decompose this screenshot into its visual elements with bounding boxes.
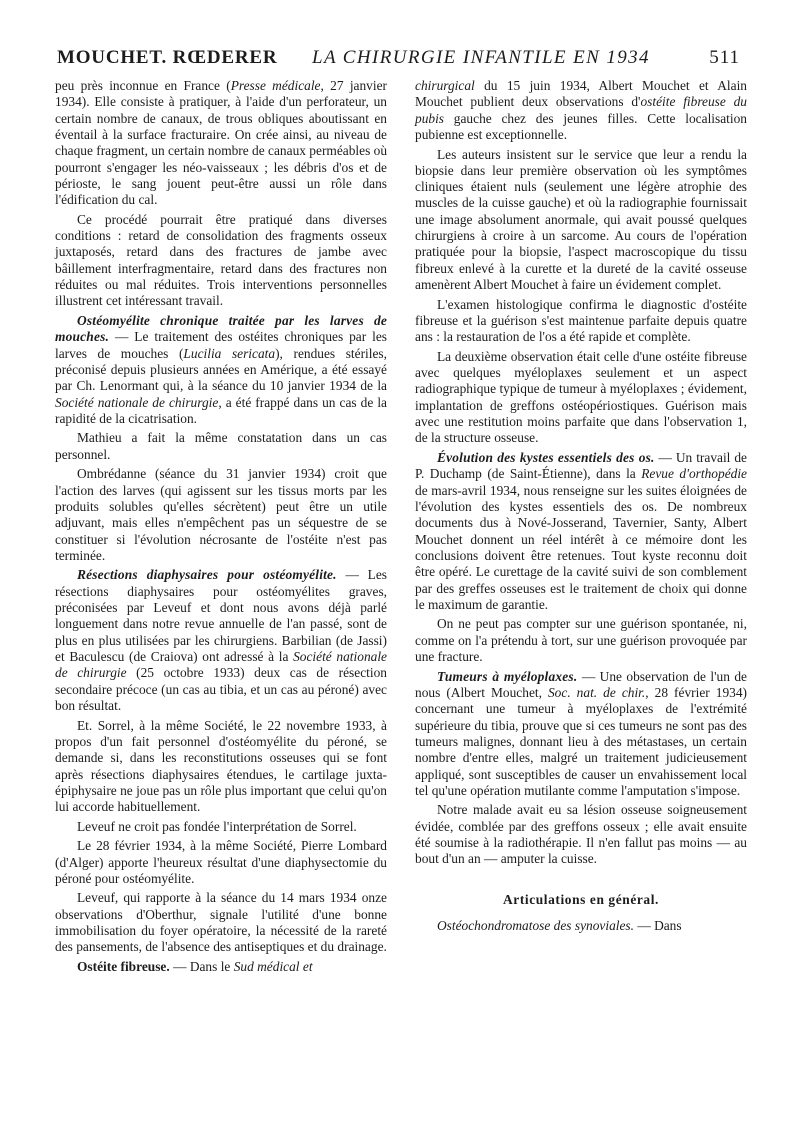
section-osteochondromatose: Ostéochondromatose des synoviales. — Dans [437,918,682,934]
paragraph: Leveuf ne croit pas fondée l'interprétation de Sorrel. [77,818,357,834]
paragraph: La deuxième observation était celle d'une ostéite fibreuse avec quelques myéloplaxes seulement et un aspect radiographique typique de tumeur à myéloplaxes ; évidement, implantation de greffons ostéopériostiques. Guérison mais avec une restitution moins parfaite que dans l'observation 1, de la structure osseuse. [415,348,747,446]
section-resections-diaphysaires: Résections diaphysaires pour ostéomyélite. — Les résections diaphysaires pour ostéomyélites graves, préconisées par Leveuf et dont nous avons déjà parlé longuement dans notre revue annuelle de l'an passé, sont de plus en plus utilisées par les chirurgiens. Barbilian (de Jassi) et Baculescu (de Craiova) ont adressé à la Société nationale de chirurgie (25 octobre 1933) deux cas de résection secondaire précoce (un cas au tibia, et un cas au péroné) avec bon résultat. [55,567,388,714]
paragraph-continuation: chirurgical du 15 juin 1934, Albert Mouchet et Alain Mouchet publient deux observations d'ostéite fibreuse du pubis gauche chez des jeunes filles. Cette localisation pubienne est exceptionnelle. [415,78,748,142]
section-heading: Résections diaphysaires pour ostéomyélite. [77,567,337,583]
paragraph: Ce procédé pourrait être pratiqué dans diverses conditions : retard de consolidation des fragments osseux juxtaposés, retard dans des fractures de jambe avec bâillement interfragmentaire, retard dans des fractures non réduites ou mal réduites. Trois interventions personnelles illustrent cet intéressant travail. [55,211,387,309]
page-number: 511 [709,47,740,68]
right-column [415,78,747,934]
section-osteomyelite-larves: Ostéomyélite chronique traitée par les larves de mouches. — Le traitement des ostéites chroniques par les larves de mouches (Lucilia sericata), rendues stériles, préconisé depuis plusieurs années en Amérique, a été essayé par Ch. Lenormant qui, à la séance du 10 janvier 1934 de la Société nationale de chirurgie, a été frappé dans un cas de la rapidité de la cicatrisation. [55,312,387,426]
paragraph: Le 28 février 1934, à la même Société, Pierre Lombard (d'Alger) apporte l'heureux résultat d'une diaphysectomie du péroné pour ostéomyélite. [55,838,387,886]
header-authors: MOUCHET. RŒDERER [57,47,278,68]
paragraph: Leveuf, qui rapporte à la séance du 14 mars 1934 onze observations d'Oberthur, signale l'utilité d'une bonne immobilisation du foyer opératoire, la nécessité de la rareté des pansements, de l'absence des antiseptiques et du drainage. [55,890,387,955]
paragraph: Et. Sorrel, à la même Société, le 22 novembre 1933, à propos d'un fait personnel d'ostéomyélite du péroné, se demande si, dans les reconstitutions osseuses qui se font après résections diaphysaires étendues, le cartilage juxta-épiphysaire ne joue pas un rôle plus important que celui qu'on lui accorde habituellement. [55,717,387,815]
section-osteite-fibreuse: Ostéite fibreuse. — Dans le Sud médical et [77,958,313,974]
section-heading: Ostéochondromatose des synoviales. [437,918,634,934]
chapter-heading: Articulations en général. [503,891,659,907]
paragraph: Notre malade avait eu sa lésion osseuse soigneusement évidée, comblée par des greffons osseux ; elle avait ensuite été soumise à la radiothérapie. Il n'en fallut pas moins — au bout d'un an — amputer la cuisse. [415,802,747,867]
journal-citation: Presse médicale [230,78,321,93]
paragraph: Mathieu a fait la même constatation dans un cas personnel. [55,430,387,462]
paragraph-continuation: peu près inconnue en France (Presse médicale, 27 janvier 1934). Elle consiste à pratiquer, à l'aide d'un perforateur, un certain nombre de canaux, de trous obliques aboutissant en éventail à la surface fracturaire. On crée ainsi, au niveau de chaque fragment, un certain nombre de canaux perméables où pourront s'engager les néo-vaisseaux ; les débris d'os et de périoste, le sang jouent peut-être aussi un rôle dans l'édification du cal. [55,78,388,208]
paragraph: Ombrédanne (séance du 31 janvier 1934) croit que l'action des larves (qui agissent sur les tissus morts par les produits solubles qu'elles sécrètent) peut être un utile adjuvant, mais elles n'empêchent pas un séquestre de se constituer si l'évolution nécrosante de l'ostéite n'est pas terminée. [55,466,387,563]
left-column [55,78,387,975]
section-tumeurs-myeloplaxes: Tumeurs à myéloplaxes. — Une observation de l'un de nous (Albert Mouchet, Soc. nat. de chir., 28 février 1934) concernant une tumeur à myéloplaxes de l'extrémité supérieure du tibia, prouve que si ces tumeurs ne sont pas des tumeurs malignes, donnant lieu à des métastases, un certain nombre d'entre elles, malgré un traitement judicieusement appliqué, sont susceptibles de causer un envahissement local tel qu'une opération mutilante comme l'amputation s'impose. [415,668,747,798]
paragraph: On ne peut pas compter sur une guérison spontanée, ni, comme on l'a prétendu à tort, sur une guérison provoquée par une fracture. [415,616,747,665]
paragraph: Les auteurs insistent sur le service que leur a rendu la biopsie dans leur première observation où les symptômes cliniques étaient nuls (seulement une légère atrophie des muscles de la cuisse gauche) et où la radiographie fournissait une image absolument anormale, qui avait poussé quelques chirurgiens à croire à un sarcome. Au cours de l'opération pratiquée pour la biopsie, l'aspect macroscopique du tissu fibreux enlevé à la curette et la dureté de la cavité osseuse amenèrent Albert Mouchet à faire un évidement complet. [415,146,747,293]
section-heading: Ostéomyélite chronique traitée par les larves de mouches. [55,312,387,345]
section-heading: Tumeurs à myéloplaxes. [437,668,578,684]
running-header [57,43,740,73]
section-kystes-essentiels: Évolution des kystes essentiels des os. — Un travail de P. Duchamp (de Saint-Étienne), dans la Revue d'orthopédie de mars-avril 1934, nous renseigne sur les suites éloignées de l'évolution des kystes essentiels des os. De nombreux documents dus à Nové-Josserand, Tavernier, Santy, Albert Mouchet donnent un réel intérêt à ce mémoire dont les conclusions doivent être retenues. Tout kyste reconnu doit être opéré. Le curettage de la cavité suivi de son comblement par des greffes osseuses est le traitement de choix qui donne le maximum de garantie. [415,449,747,612]
section-heading: Évolution des kystes essentiels des os. [437,449,655,465]
section-heading: Ostéite fibreuse. [77,958,170,974]
header-title: LA CHIRURGIE INFANTILE EN 1934 [312,47,650,68]
paragraph: L'examen histologique confirma le diagnostic d'ostéite fibreuse et la guérison s'est maintenue parfaite depuis quatre ans : la restauration de l'os a été rapide et complète. [415,296,747,345]
